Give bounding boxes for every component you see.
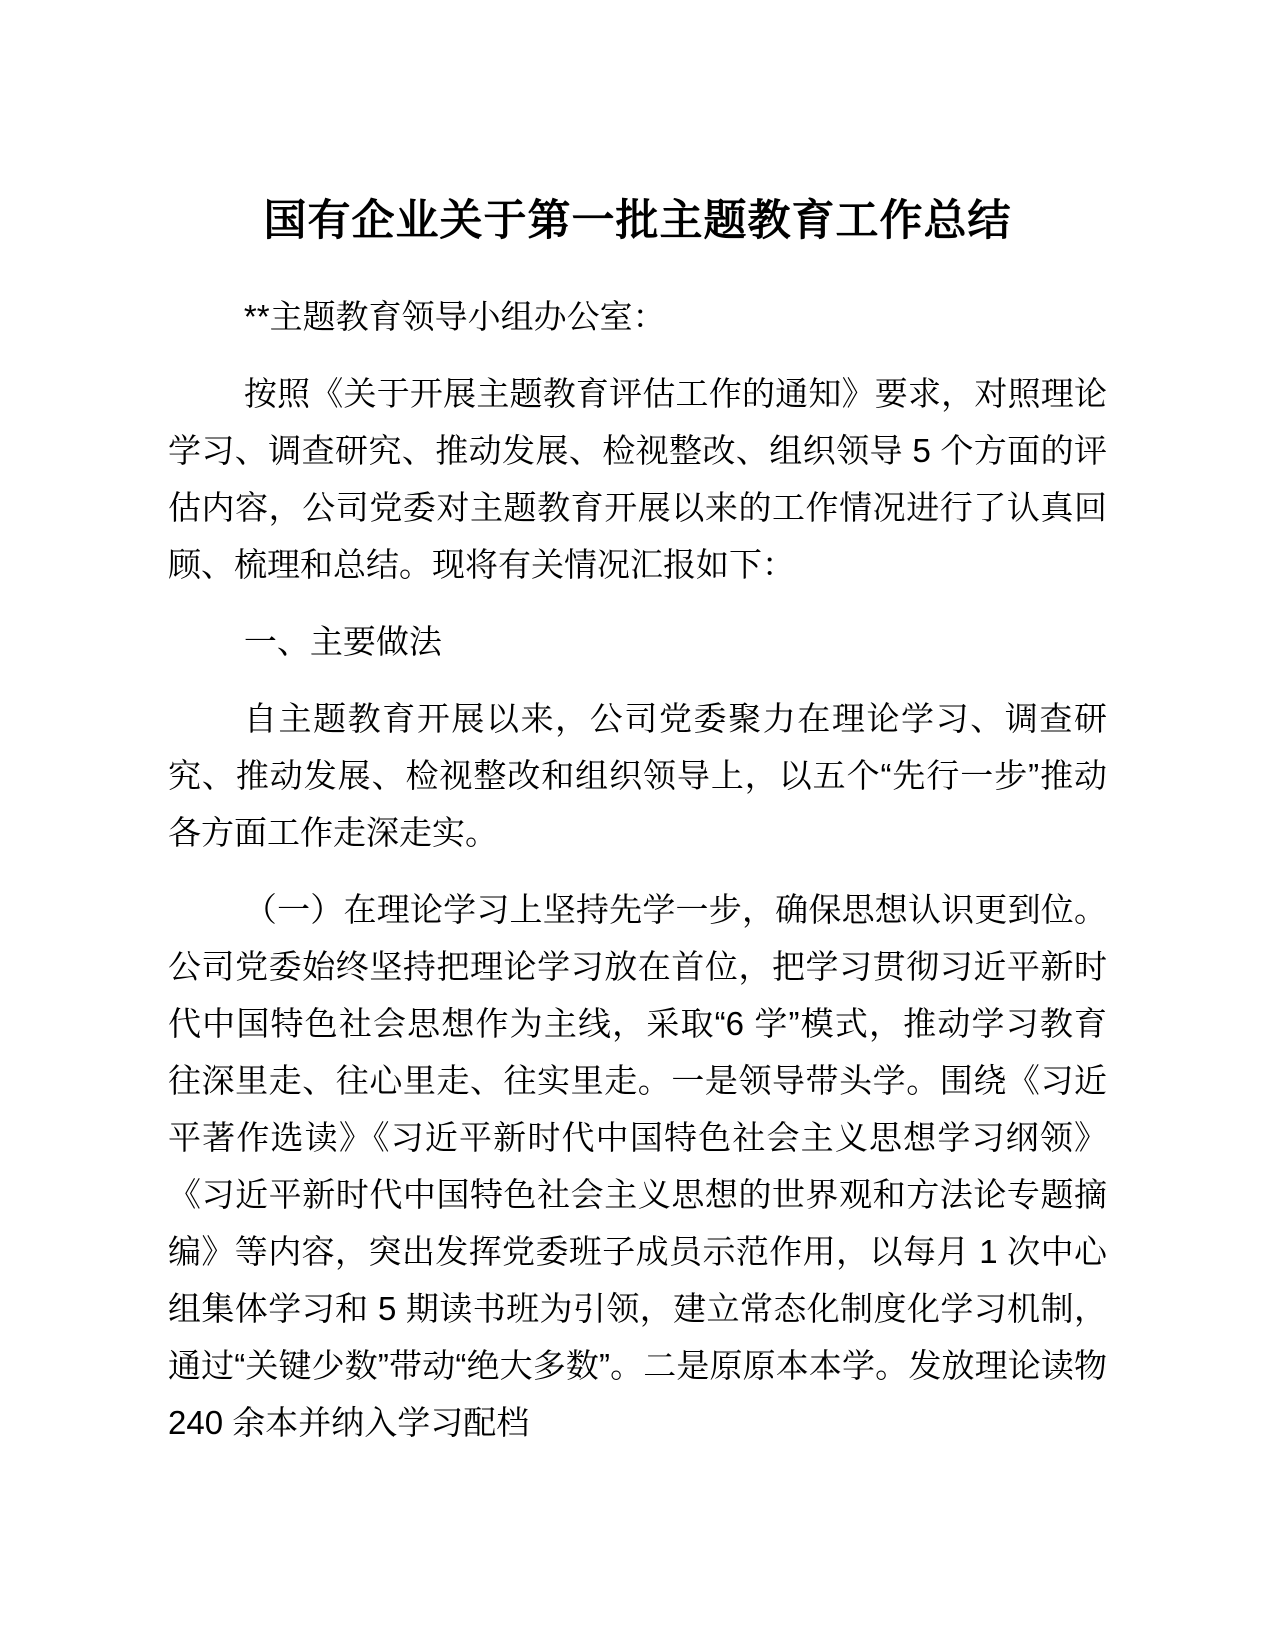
paragraph-intro: 按照《关于开展主题教育评估工作的通知》要求，对照理论学习、调查研究、推动发展、检视整改、组织领导 5 个方面的评估内容，公司党委对主题教育开展以来的工作情况进行了认真回顾、梳理和总结。现将有关情况汇报如下： [168, 375, 1107, 584]
salutation-line: **主题教育领导小组办公室： [243, 298, 666, 336]
paragraph-overview: 自主题教育开展以来，公司党委聚力在理论学习、调查研究、推动发展、检视整改和组织领导上，以五个“先行一步”推动各方面工作走深走实。 [168, 700, 1107, 852]
document-title: 国有企业关于第一批主题教育工作总结 [263, 197, 1012, 245]
section-heading-main-practices: 一、主要做法 [243, 623, 442, 661]
paragraph-theory-learning: （一）在理论学习上坚持先学一步，确保思想认识更到位。公司党委始终坚持把理论学习放在首位，把学习贯彻习近平新时代中国特色社会思想作为主线，采取“6 学”模式，推动学习教育往深里走、往心里走、往实里走。一是领导带头学。围绕《习近平著作选读》《习近平新时代中国特色社会主义思想学习纲领》《习近平新时代中国特色社会主义思想的世界观和方法论专题摘编》等内容，突出发挥党委班子成员示范作用，以每月 1 次中心组集体学习和 5 期读书班为引领，建立常态化制度化学习机制，通过“关键少数”带动“绝大多数”。二是原原本本学。发放理论读物 240 余本并纳入学习配档 [168, 891, 1107, 1442]
